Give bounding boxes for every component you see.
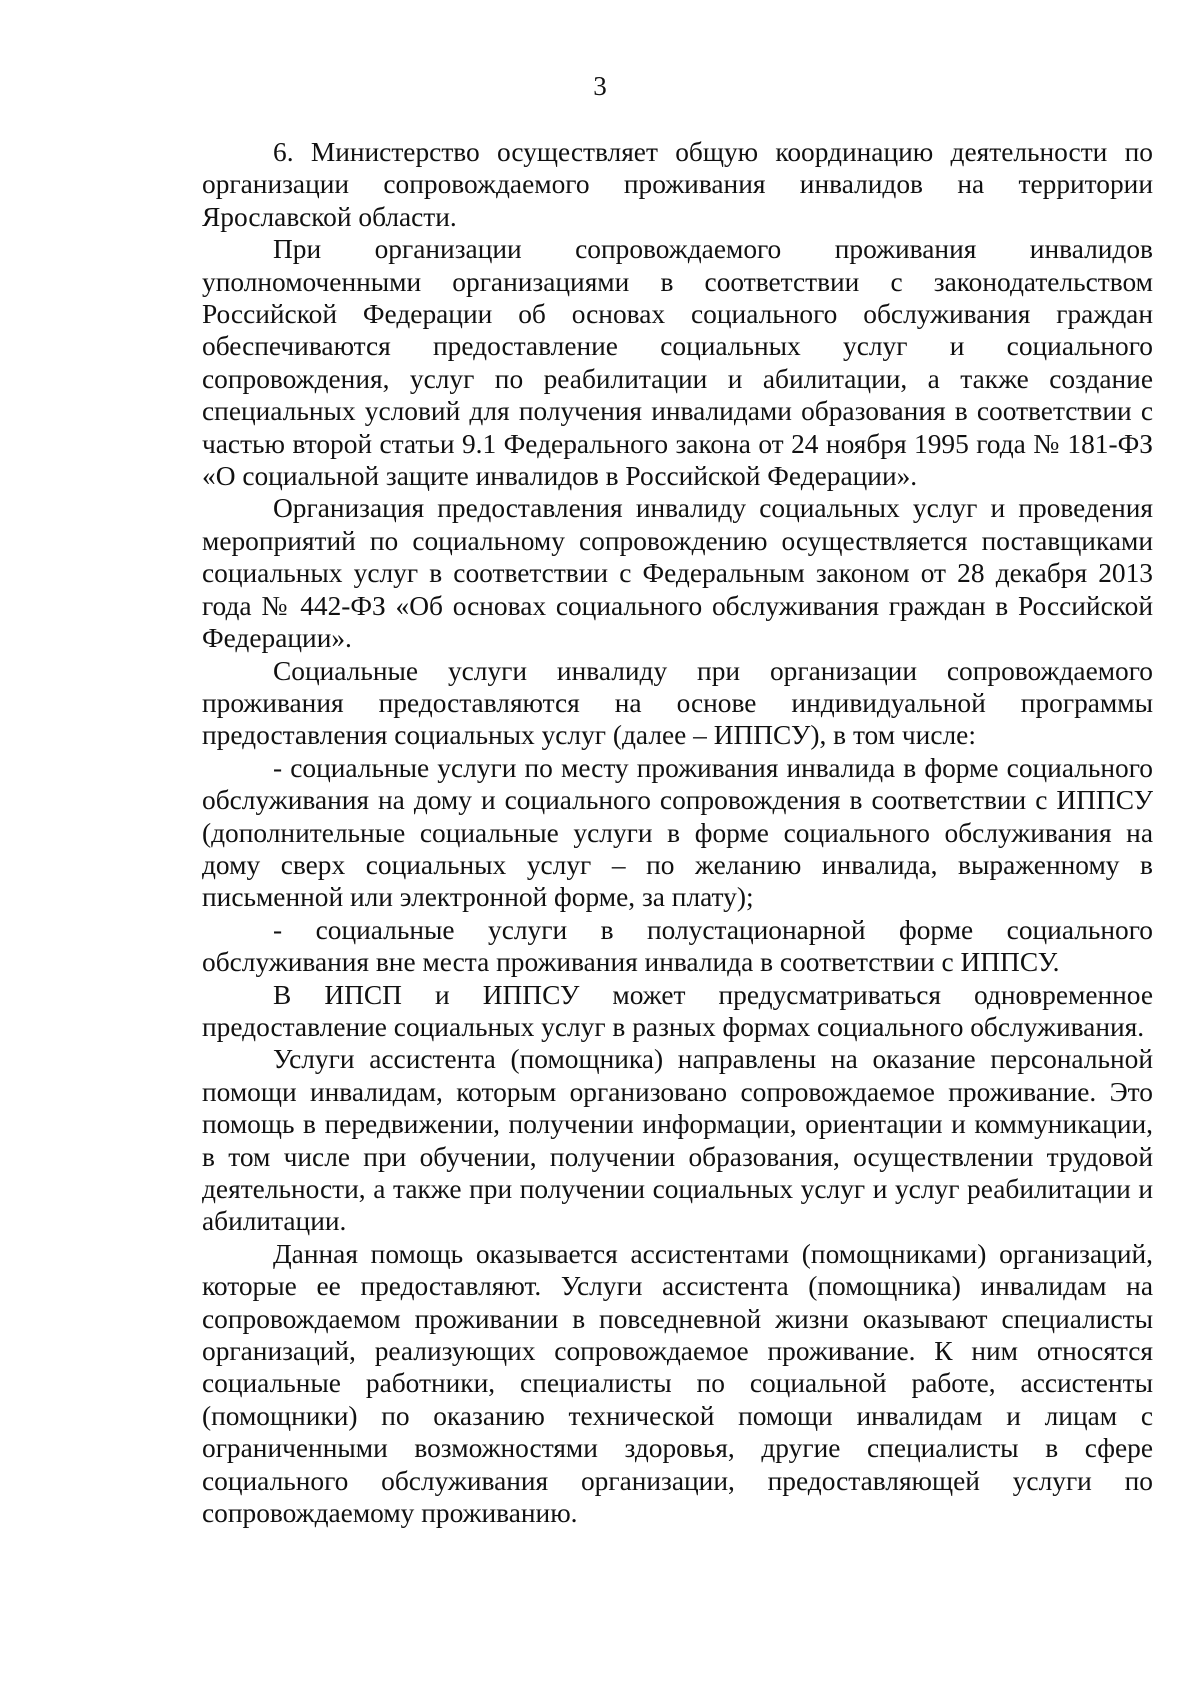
paragraph-assistant-services: Услуги ассистента (помощника) направлены на оказание персональной помощи инвалидам, которым организовано сопровождаемое проживание. Это помощь в передвижении, получении информации, ориентации и коммуникации, в том числе при обучении, получении образования, осуществлении трудовой деятельности, а также при получении социальных услуг и услуг реабилитации и абилитации.	[202, 1044, 1153, 1237]
list-item-home-services: - социальные услуги по месту проживания инвалида в форме социального обслуживания на дому и социального сопровождения в соответствии с ИППСУ (дополнительные социальные услуги в форме социального обслуживания на дому сверх социальных услуг – по желанию инвалида, выраженному в письменной или электронной форме, за плату);	[202, 752, 1153, 913]
paragraph-assistant-providers: Данная помощь оказывается ассистентами (помощниками) организаций, которые ее предоставляют. Услуги ассистента (помощника) инвалидам на сопровождаемом проживании в повседневной жизни оказывают специалисты организаций, реализующих сопровождаемое проживание. К ним относятся социальные работники, специалисты по социальной работе, ассистенты (помощники) по оказанию технической помощи инвалидам и лицам с ограниченными возможностями здоровья, другие специалисты в сфере социального обслуживания организации, предоставляющей услуги по сопровождаемому проживанию.	[202, 1238, 1153, 1529]
document-body	[202, 136, 1153, 1529]
paragraph-organization-services: При организации сопровождаемого проживания инвалидов уполномоченными организациями в соответствии с законодательством Российской Федерации об основах социального обслуживания граждан обеспечиваются предоставление социальных услуг и социального сопровождения, услуг по реабилитации и абилитации, а также создание специальных условий для получения инвалидами образования в соответствии с частью второй статьи 9.1 Федерального закона от 24 ноября 1995 года № 181-ФЗ «О социальной защите инвалидов в Российской Федерации».	[202, 234, 1153, 492]
list-item-semi-stationary-services: - социальные услуги в полустационарной форме социального обслуживания вне места проживания инвалида в соответствии с ИППСУ.	[202, 914, 1153, 978]
paragraph-ippsu-intro: Социальные услуги инвалиду при организации сопровождаемого проживания предоставляются на основе индивидуальной программы предоставления социальных услуг (далее – ИППСУ), в том числе:	[202, 655, 1153, 751]
paragraph-social-services-provision: Организация предоставления инвалиду социальных услуг и проведения мероприятий по социальному сопровождению осуществляется поставщиками социальных услуг в соответствии с Федеральным законом от 28 декабря 2013 года № 442-ФЗ «Об основах социального обслуживания граждан в Российской Федерации».	[202, 493, 1153, 654]
paragraph-simultaneous-provision: В ИПСП и ИППСУ может предусматриваться одновременное предоставление социальных услуг в разных формах социального обслуживания.	[202, 979, 1153, 1042]
page-number: 3	[593, 71, 607, 101]
paragraph-ministry-coordination: 6. Министерство осуществляет общую координацию деятельности по организации сопровождаемого проживания инвалидов на территории Ярославской области.	[202, 137, 1153, 232]
